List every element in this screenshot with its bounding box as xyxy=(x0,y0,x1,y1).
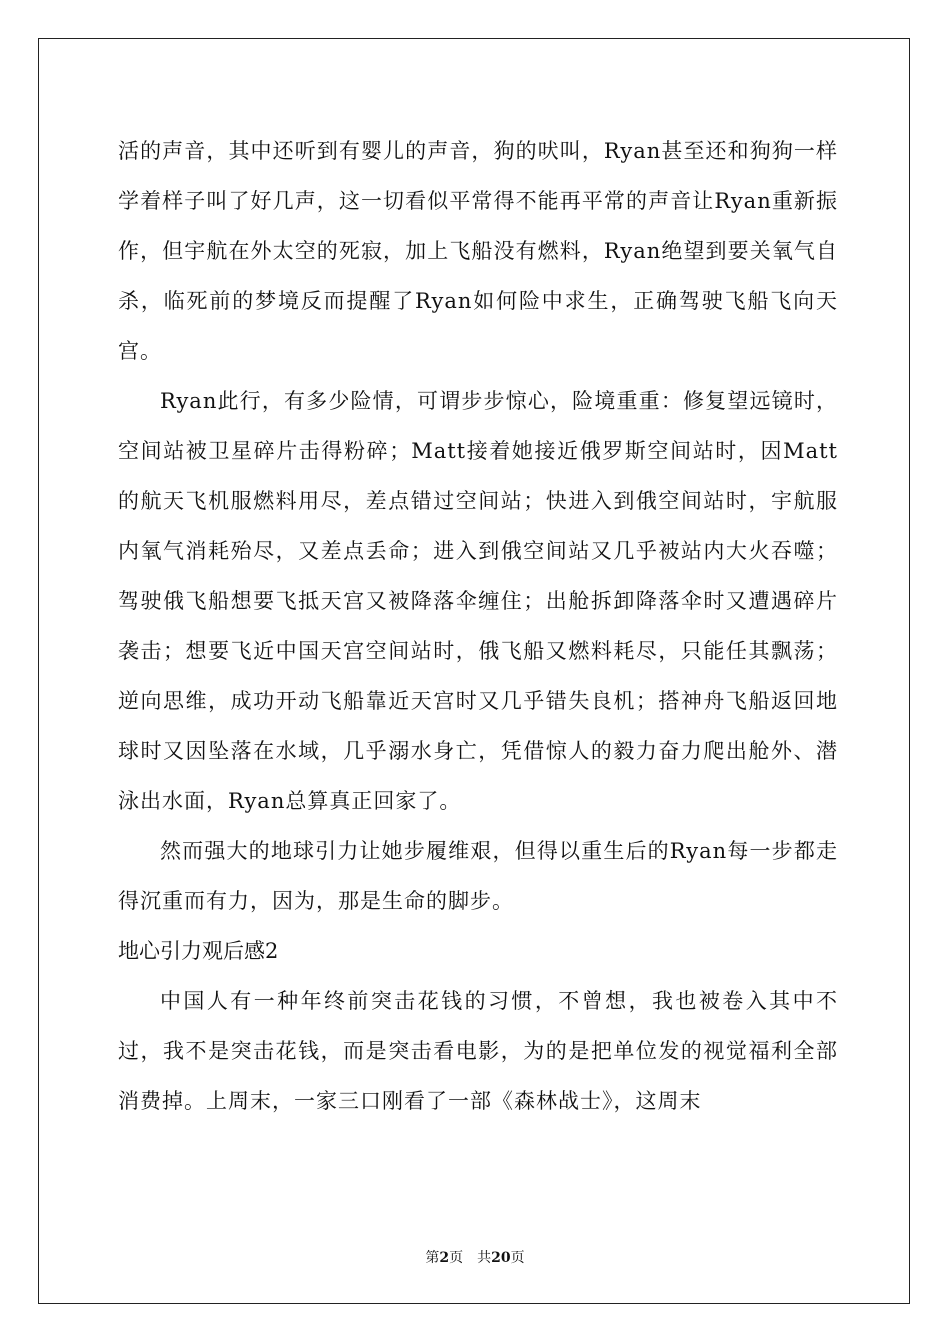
section-heading: 地心引力观后感2 xyxy=(118,939,279,963)
page-prefix: 第 xyxy=(425,1250,440,1266)
section-paragraph-1: 中国人有一种年终前突击花钱的习惯，不曾想，我也被卷入其中不过，我不是突击花钱，而是突击看电影，为的是把单位发的视觉福利全部消费掉。上周末，一家三口刚看了一部《森林战士》，这周末 xyxy=(118,989,838,1113)
page-total: 20 xyxy=(491,1250,511,1266)
page-suffix: 页 xyxy=(510,1250,525,1266)
page-footer xyxy=(0,1247,950,1267)
page-current: 2 xyxy=(439,1250,450,1266)
paragraph-3: 然而强大的地球引力让她步履维艰，但得以重生后的Ryan每一步都走得沉重而有力，因为，那是生命的脚步。 xyxy=(118,839,838,913)
document-body xyxy=(118,126,838,1126)
page-mid: 页 共 xyxy=(449,1250,492,1266)
paragraph-2: Ryan此行，有多少险情，可谓步步惊心，险境重重：修复望远镜时，空间站被卫星碎片击得粉碎；Matt接着她接近俄罗斯空间站时，因Matt的航天飞机服燃料用尽，差点错过空间站；快进入到俄空间站时，宇航服内氧气消耗殆尽，又差点丢命；进入到俄空间站又几乎被站内大火吞噬；驾驶俄飞船想要飞抵天宫又被降落伞缠住；出舱拆卸降落伞时又遭遇碎片袭击；想要飞近中国天宫空间站时，俄飞船又燃料耗尽，只能任其飘荡；逆向思维，成功开动飞船靠近天宫时又几乎错失良机；搭神舟飞船返回地球时又因坠落在水域，几乎溺水身亡，凭借惊人的毅力奋力爬出舱外、潜泳出水面，Ryan总算真正回家了。 xyxy=(118,389,838,813)
paragraph-1: 活的声音，其中还听到有婴儿的声音，狗的吠叫，Ryan甚至还和狗狗一样学着样子叫了好几声，这一切看似平常得不能再平常的声音让Ryan重新振作，但宇航在外太空的死寂，加上飞船没有燃料，Ryan绝望到要关氧气自杀，临死前的梦境反而提醒了Ryan如何险中求生，正确驾驶飞船飞向天宫。 xyxy=(118,139,838,363)
